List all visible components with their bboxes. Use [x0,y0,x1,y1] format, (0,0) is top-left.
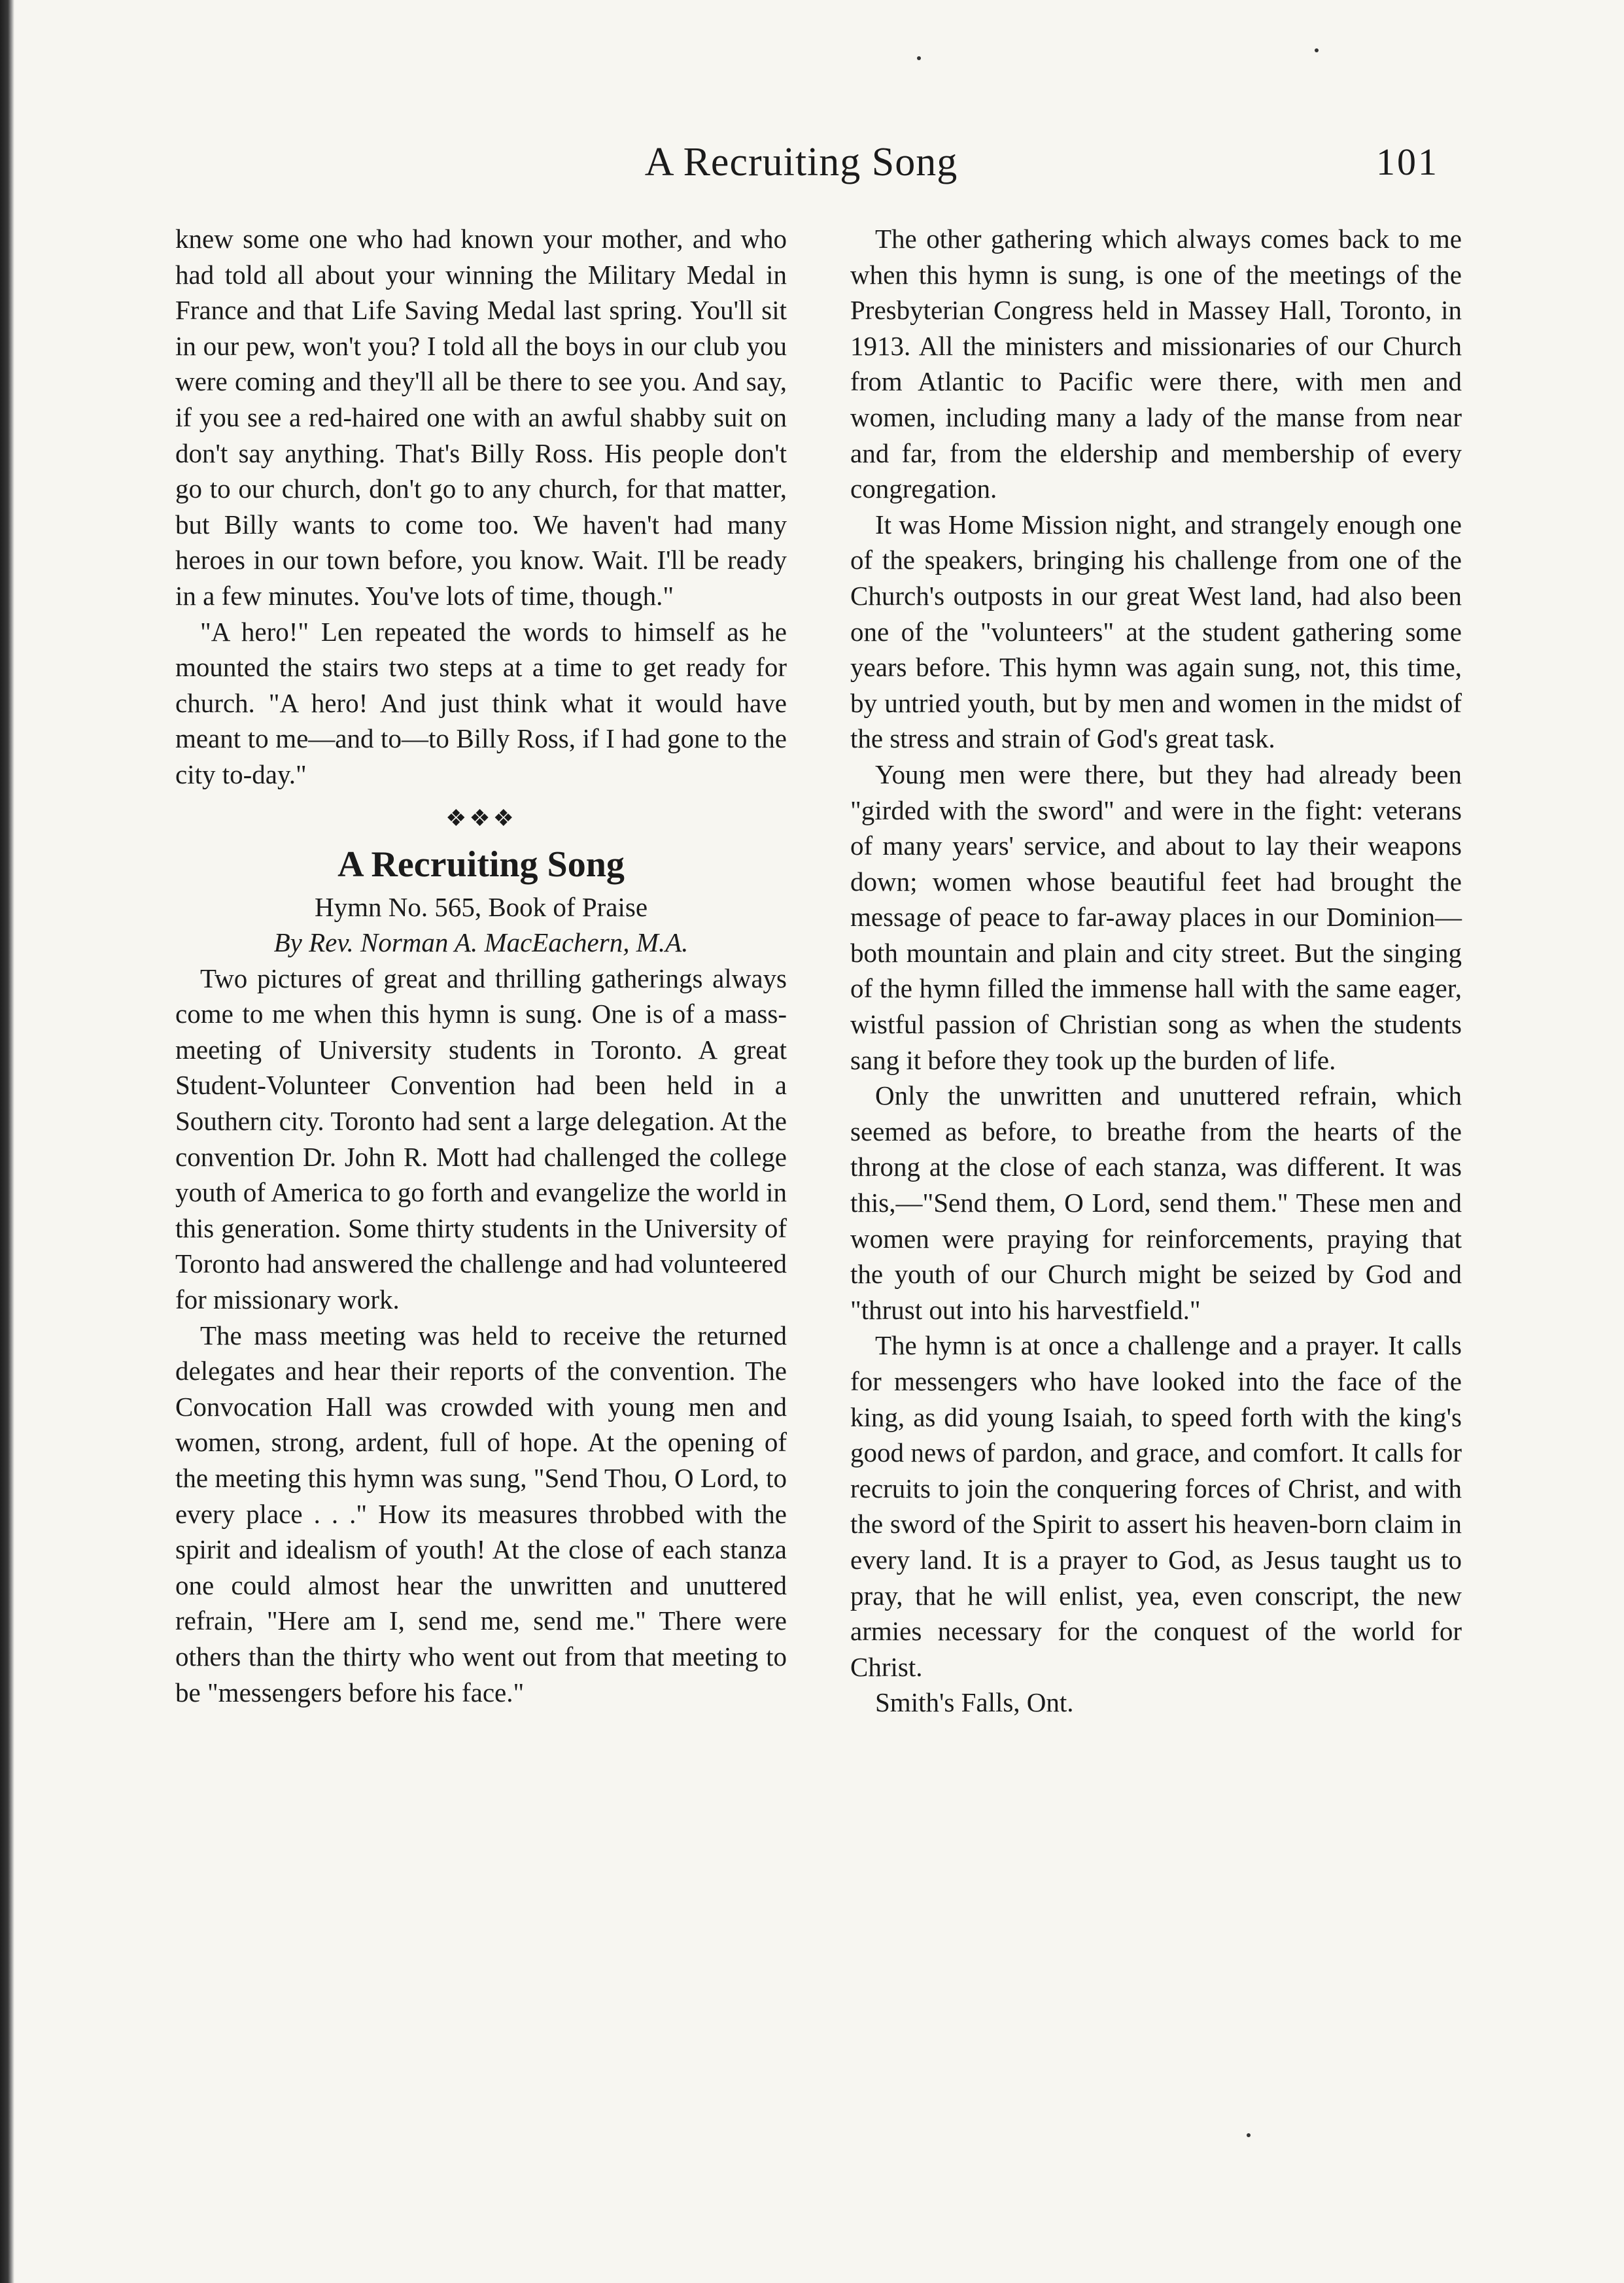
article-paragraph: Only the unwritten and unuttered refrain, which seemed as before, to breathe from the hearts of the throng at the close of each stanza, was different. It was this,—"Send them, O Lord, send them." These men and women were praying for reinforcements, praying that the youth of our Church might be seized by God and "thrust out into his harvestfield." [850,1080,1462,1325]
story-closing-paragraph: "A hero!" Len repeated the words to himself as he mounted the stairs two steps at a time to get ready for church. "A hero! And just think what it would have meant to me—and to—to Billy Ross, if I had gone to the city to-day." [175,616,787,789]
article-signoff: Smith's Falls, Ont. [875,1687,1074,1718]
story-continuation-paragraph: knew some one who had known your mother, and who had told all about your winning the Military Medal in France and that Life Saving Medal last spring. You'll sit in our pew, won't you? I told all the boys in our club you were coming and they'll all be there to see you. And say, if you see a red-haired one with an awful shabby suit on don't say anything. That's Billy Ross. His people don't go to our church, don't go to any church, for that matter, but Billy wants to come too. We haven't had many heroes in our town before, you know. Wait. I'll be ready in a few minutes. You've lots of time, though." [175,224,787,611]
right-column [850,221,1462,1721]
running-head [0,136,1624,195]
article-paragraph: The mass meeting was held to receive the returned delegates and hear their reports of the convention. The Convocation Hall was crowded with young men and women, strong, ardent, full of hope. At the opening of the meeting this hymn was sung, "Send Thou, O Lord, to every place . . ." How its measures throbbed with the spirit and idealism of youth! At the close of each stanza one could almost hear the unwritten and unuttered refrain, "Here am I, send me, send me." There were others than the thirty who went out from that meeting to be "messengers before his face." [175,1320,787,1708]
article-paragraph: The other gathering which always comes back to me when this hymn is sung, is one of the meetings of the Presbyterian Congress held in Massey Hall, Toronto, in 1913. All the ministers and missionaries of our Church from Atlantic to Pacific were there, with men and women, including many a lady of the manse from near and far, from the eldership and membership of every congregation. [850,224,1462,504]
article-title: A Recruiting Song [337,844,625,885]
article-paragraph: Two pictures of great and thrilling gatherings always come to me when this hymn is sung. One is of a mass-meeting of University students in Toronto. A great Student-Volunteer Convention had been held in a Southern city. Toronto had sent a large delegation. At the convention Dr. John R. Mott had challenged the college youth of America to go forth and evangelize the world in this generation. Some thirty students in the University of Toronto had answered the challenge and had volunteered for missionary work. [175,963,787,1315]
article-paragraph: It was Home Mission night, and strangely enough one of the speakers, bringing his challenge from one of the Church's outposts in our great West land, had also been one of the "volunteers" at the student gathering some years before. This hymn was again sung, not, this time, by untried youth, but by men and women in the midst of the stress and strain of God's great task. [850,509,1462,754]
speck-top-right [1315,48,1319,52]
article-subtitle: Hymn No. 565, Book of Praise [314,891,648,922]
page-number: 101 [1376,141,1439,183]
speck-bottom [1247,2133,1251,2137]
article-paragraph: The hymn is at once a challenge and a prayer. It calls for messengers who have looked into the face of the king, as did young Isaiah, to speed forth with the king's good news of pardon, and grace, and comfort. It calls for recruits to join the conquering forces of Christ, and with the sword of the Spirit to assert his heaven-born claim in every land. It is a prayer to God, as Jesus taught us to pray, that he will enlist, yea, even conscript, the new armies necessary for the conquest of the world for Christ. [850,1330,1462,1682]
speck-top [917,56,921,60]
left-column [175,221,787,1710]
page-binding-edge [0,0,14,2283]
section-ornament: ❖❖❖ [445,804,517,831]
article-byline: By Rev. Norman A. MacEachern, M.A. [273,927,689,958]
running-title: A Recruiting Song [644,140,958,184]
article-paragraph: Young men were there, but they had already been "girded with the sword" and were in the fight: veterans of many years' service, and about to lay their weapons down; women whose beautiful feet had brought the message of peace to far-away places in our Dominion—both mountain and plain and city street. But the singing of the hymn filled the immense hall with the same eager, wistful passion of Christian song as when the students sang it before they took up the burden of life. [850,759,1462,1075]
